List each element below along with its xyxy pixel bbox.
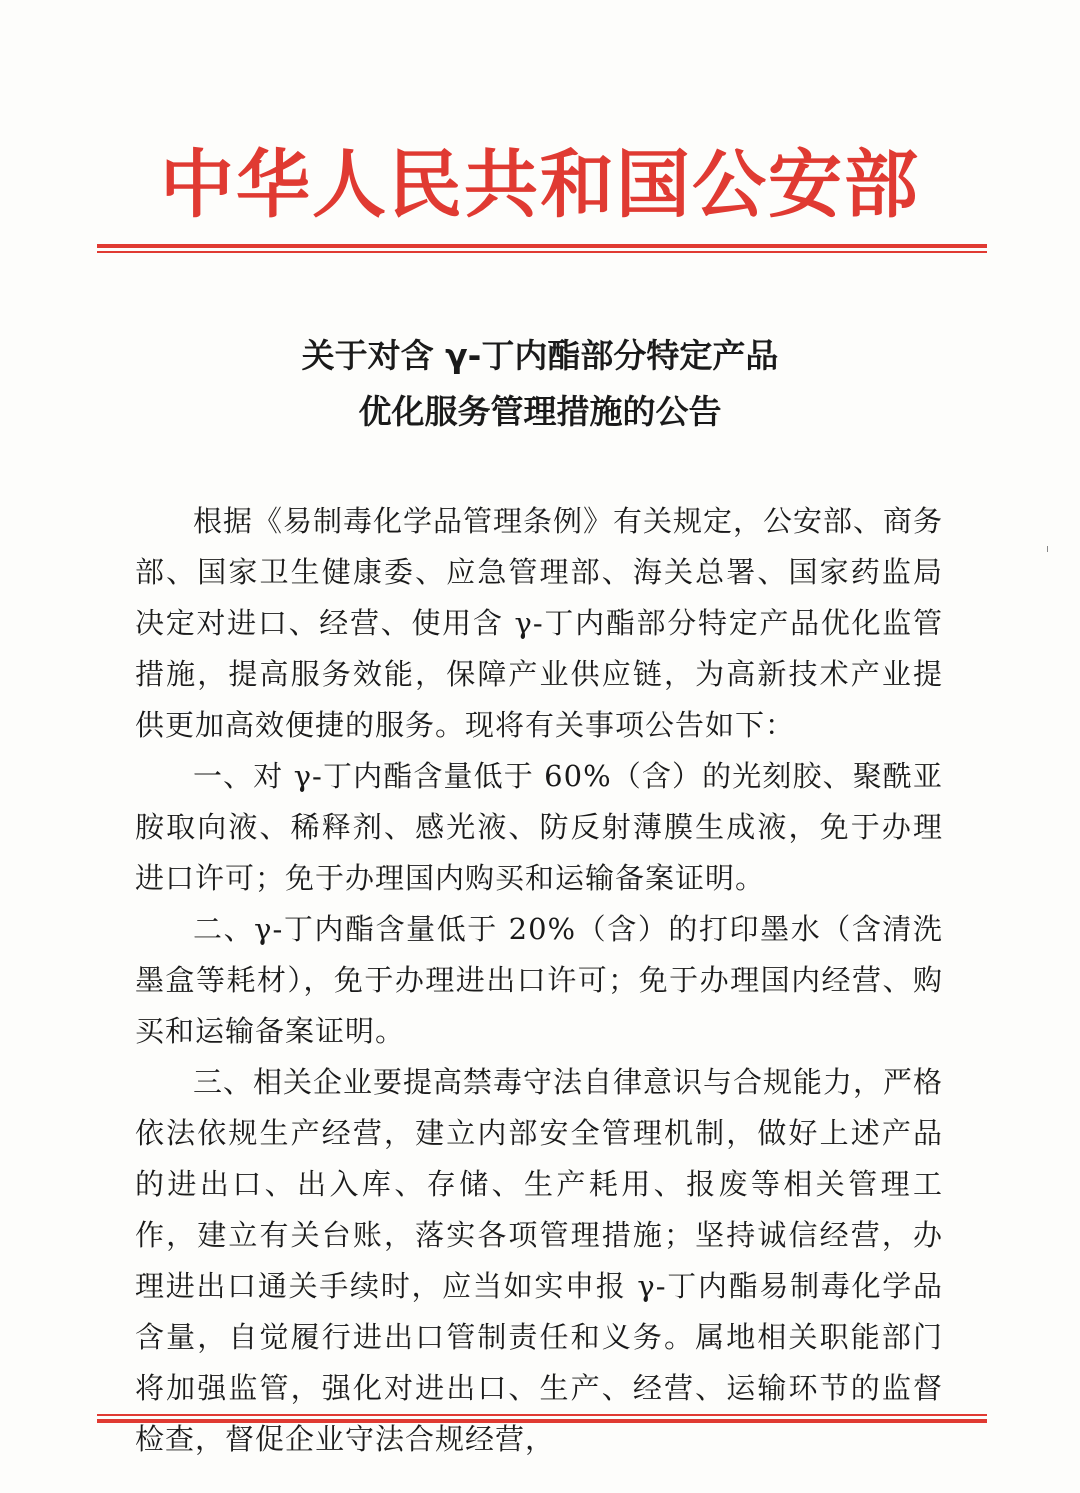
document-body	[135, 496, 943, 1465]
body-paragraph-item-3: 三、相关企业要提高禁毒守法自律意识与合规能力，严格依法依规生产经营，建立内部安全管理机制，做好上述产品的进出口、出入库、存储、生产耗用、报废等相关管理工作，建立有关台账，落实各项管理措施；坚持诚信经营，办理进出口通关手续时，应当如实申报 γ-丁内酯易制毒化学品含量，自觉履行进出口管制责任和义务。属地相关职能部门将加强监管，强化对进出口、生产、经营、运输环节的监督检查，督促企业守法合规经营，	[135, 1065, 944, 1456]
footer-red-rule	[97, 1414, 987, 1423]
body-paragraph-intro: 根据《易制毒化学品管理条例》有关规定，公安部、商务部、国家卫生健康委、应急管理部、海关总署、国家药监局决定对进口、经营、使用含 γ-丁内酯部分特定产品优化监管措施，提高服务效能，保障产业供应链，为高新技术产业提供更加高效便捷的服务。现将有关事项公告如下：	[135, 504, 944, 742]
document-title-line-1: 关于对含 γ-丁内酯部分特定产品	[301, 336, 779, 375]
body-paragraph-item-1: 一、对 γ-丁内酯含量低于 60%（含）的光刻胶、聚酰亚胺取向液、稀释剂、感光液、防反射薄膜生成液，免于办理进口许可；免于办理国内购买和运输备案证明。	[135, 759, 943, 895]
header-rule-thin	[97, 251, 987, 253]
body-paragraph-item-2: 二、γ-丁内酯含量低于 20%（含）的打印墨水（含清洗墨盒等耗材），免于办理进出口许可；免于办理国内经营、购买和运输备案证明。	[135, 912, 943, 1048]
document-title-line-2: 优化服务管理措施的公告	[358, 392, 722, 431]
agency-header: 中华人民共和国公安部	[160, 142, 920, 228]
scan-speck	[1047, 546, 1048, 552]
header-red-rule	[97, 244, 987, 253]
footer-rule-thick	[97, 1419, 987, 1423]
header-rule-thick	[97, 244, 987, 248]
footer-rule-thin	[97, 1414, 987, 1416]
document-title	[0, 328, 1080, 440]
